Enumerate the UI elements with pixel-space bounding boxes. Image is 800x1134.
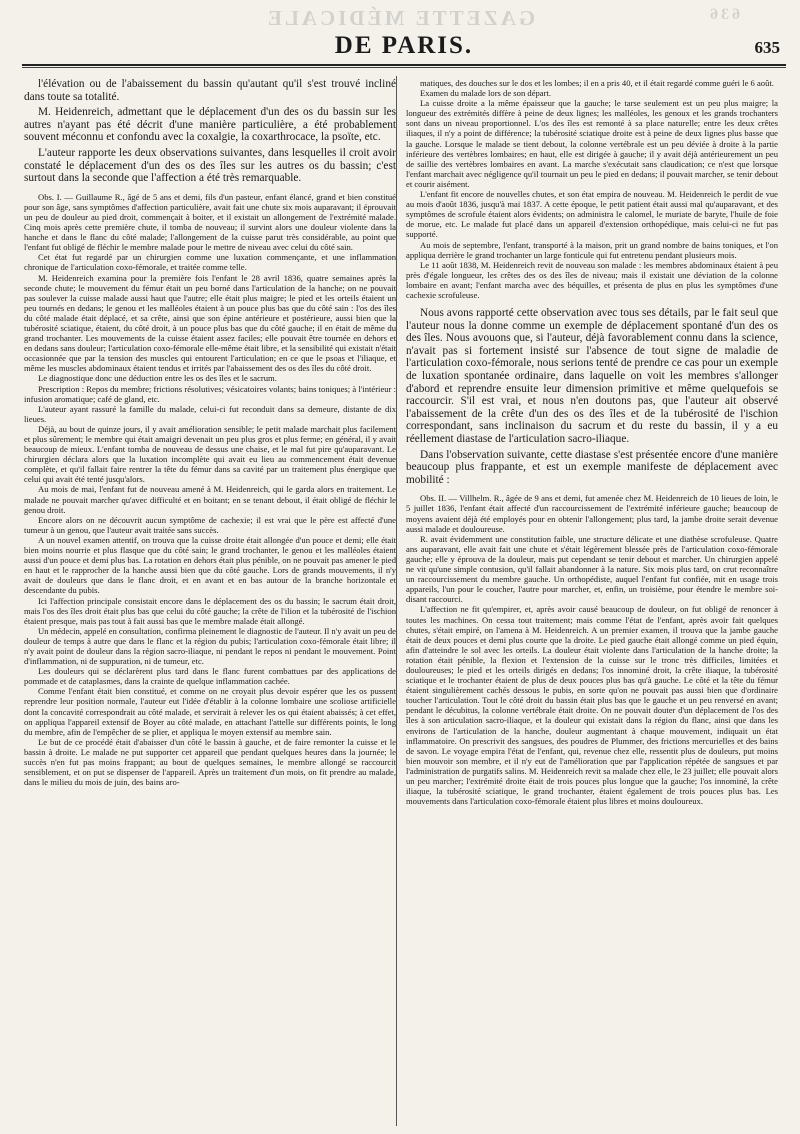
right-column xyxy=(406,78,778,1126)
paragraph: Obs. II. — Villhelm. R., âgée de 9 ans et demi, fut amenée chez M. Heidenreich de 10 lieues de loin, le 5 juillet 1836, l'enfant était affecté d'un raccourcissement de l'extrémité inférieure gauche; beaucoup de moyens avaient déjà été employés pour en obtenir l'allongement; plus tard, la jambe droite serait devenue aussi malade et douloureuse. xyxy=(406,493,778,534)
paragraph: Obs. I. — Guillaume R., âgé de 5 ans et demi, fils d'un pasteur, enfant élancé, grand et bien constitué pour son âge, sans symptômes d'affection particulière, avait fait une chute six mois auparavant; il éprouvait un peu de douleur au pied droit, commençait à boiter, et il existait un allongement de l'extrémité malade. Cinq mois après cette première chute, il tomba de nouveau; il survint alors une douleur violente dans la hanche et dans le flanc du côté malade; l'allongement de la cuisse parut très considérable, au point que l'enfant fut obligé de fléchir le membre malade pour le mettre de niveau avec celui du côté sain. xyxy=(24,191,396,253)
paragraph: Encore alors on ne découvrit aucun symptôme de cachexie; il est vrai que le père est affecté d'une tumeur à un genou, que l'auteur avait traitée sans succès. xyxy=(24,514,396,535)
column-divider xyxy=(396,76,397,1126)
paragraph: A un nouvel examen attentif, on trouva que la cuisse droite était allongée d'un pouce et demi; elle était bien moins nourrie et plus flasque que du côté sain; le grand trochanter, le genou et les malléoles étaient aussi d'un pouce et demi plus bas. La rotation en dehors était plus pénible, on ne pouvait pas amener le pied en haut et le rapprocher de la hanche aussi bien que du côté gauche. Lors de grands mouvements, il n'y avait de douleurs que dans le flanc droit, et en avant et en bas autour de la branche horizontale et descendante du pubis. xyxy=(24,534,396,596)
left-column xyxy=(24,78,396,1126)
header-rule-thin xyxy=(22,67,786,68)
paragraph: Examen du malade lors de son départ. xyxy=(420,88,552,99)
paragraph: Prescription : Repos du membre; frictions résolutives; vésicatoires volants; bains toniques; à l'intérieur : infusion aromatique; café de gland, etc. xyxy=(24,383,396,404)
paragraph: M. Heidenreich, admettant que le déplacement d'un des os du bassin sur les autres n'ayant pas été décrit d'une manière particulière, a été probablement souvent méconnu et confondu avec la coxalgie, la coxarthrocace, la psoïte, etc. xyxy=(24,106,396,144)
page-header xyxy=(22,28,786,68)
paragraph: Un médecin, appelé en consultation, confirma pleinement le diagnostic de l'auteur. Il n'y avait un peu de douleur de temps à autre que dans le flanc et la région du pubis; l'articulation coxo-fémorale était libre; il n'y avait point de douleur dans la région sacro-iliaque, ni pendant le repos ni pendant le mouvement. Point d'inflammation, ni de suppuration, ni de tumeur, etc. xyxy=(24,625,396,667)
paragraph: Le but de ce procédé était d'abaisser d'un côté le bassin à gauche, et de faire remonter la cuisse et le bassin à droite. Le malade ne put supporter cet appareil que pendant quelques heures dans la journée; le succès n'en fut pas moins frappant; au bout de quelques semaines, le membre allongé se raccourcit sensiblement, et on put se dispenser de l'appareil. Après un traitement d'un mois, on fit prendre au malade, dans le milieu du mois de juin, des bains aro- xyxy=(24,736,396,788)
bleed-page-number: 636 xyxy=(707,6,740,23)
paragraph: Au mois de septembre, l'enfant, transporté à la maison, prit un grand nombre de bains toniques, et l'on appliqua derrière le grand trochanter un large fonticule qui fut entretenu pendant plusieurs mois. xyxy=(406,239,778,260)
paragraph: R. avait évidemment une constitution faible, une structure délicate et une diathèse scrofuleuse. Quatre ans auparavant, elle avait fait une chute et s'était légèrement blessée près de l'articulation coxo-fémorale gauche; elle y éprouva de la douleur, mais put cependant se tenir debout et marcher. Un chirurgien appelé ne vit qu'une simple contusion, qu'il fallait abandonner à la nature. Six mois plus tard, on crut reconnaître un raccourcissement du membre gauche. Un orthopédiste, auquel l'enfant fut confiée, mit en usage trois appareils, l'un pour le coucher, l'autre pour marcher, et, enfin, un troisième, pour étendre le membre soi-disant raccourci. xyxy=(406,533,778,605)
paragraph: Comme l'enfant était bien constitué, et comme on ne croyait plus devoir espérer que les os pussent reprendre leur position normale, l'auteur eut l'idée d'établir à la colonne lombaire une scoliose artificielle dont la concavité correspondrait au côté malade, et servirait à relever les os qui étaient abaissés; à cet effet, on appliqua l'appareil extensif de Boyer au côté malade, en attachant l'attelle sur différents points, le long du membre, afin de l'empêcher de se plier, et appliqua le moyen extensif au membre sain. xyxy=(24,686,396,737)
paragraph: L'auteur ayant rassuré la famille du malade, celui-ci fut reconduit dans sa demeure, distante de dix lieues. xyxy=(24,403,396,424)
paragraph: Nous avons rapporté cette observation avec tous ses détails, par le fait seul que l'auteur nous la donne comme un exemple de déplacement spontané d'un des os des îles. Nous avouons que, si l'auteur, déjà favorablement connu dans la science, n'avait pas si fortement insisté sur l'absence de tout signe de maladie de l'articulation coxo-fémorale, nous serions tenté de prendre ce cas pour un exemple de luxation spontanée ordinaire, dans laquelle on voit les membres s'allonger d'abord et reprendre ensuite leur dimension primitive et même quelquefois se raccourcir. S'il est vrai, et nous n'en doutons pas, que l'auteur ait observé l'abaissement de la crête d'un des os des îles et de la tubérosité de l'ischion correspondant, sans inclinaison du sacrum et du reste du bassin, il y a eu réellement diastase de l'articulation sacro-iliaque. xyxy=(406,307,778,445)
page-number: 635 xyxy=(754,38,780,57)
paragraph: M. Heidenreich examina pour la première fois l'enfant le 28 avril 1836, quatre semaines après la seconde chute; le mouvement du fémur était un peu borné dans l'articulation de la hanche; on ne pouvait pas soulever la cuisse malade aussi haut que l'autre; elle était plus maigre; le pied et les orteils étaient un peu tournés en dedans; le genou et les malléoles étaient à un pouce plus bas que du côté sain : l'os des îles du côté malade était déplacé, et sa crête, ainsi que son épine antérieure et postérieure, aussi bien que la tubérosité sciatique, étaient, du côté droit, à un pouce plus bas que du côté gauche; il en était de même du grand trochanter. Les mouvements de la cuisse étaient assez faciles; elle pouvait être tournée en dehors et en dedans sans douleur; l'articulation coxo-fémorale elle-même était libre, et la sensibilité qui existait n'était occasionnée que par la tension des muscles qui entourent l'articulation; en ce que le psoas et l'iliaque, et même les muscles abdominaux étaient tendus et irrités par l'abaissement des os des îles du côté droit. xyxy=(24,272,396,374)
paragraph: Le 11 août 1838, M. Heidenreich revit de nouveau son malade : les membres abdominaux étaient à peu près d'égale longueur, les crêtes des os des îles de niveau; mais il existait une déviation de la colonne lombaire en avant; l'enfant marcha avec des béquilles, et présenta de plus en plus les symptômes d'une cachexie scrofuleuse. xyxy=(406,259,778,300)
paragraph: Ici l'affection principale consistait encore dans le déplacement des os du bassin; le sacrum était droit, mais l'os des îles droit était plus bas que celui du côté gauche; la crête de l'ilion et la tubérosité de l'ischion étaient presque, mais pas tout à fait aussi bas que le membre malade était allongé. xyxy=(24,595,396,626)
paragraph: matiques, des douches sur le dos et les lombes; il en a pris 40, et il était regardé comme guéri le 6 août. xyxy=(420,78,774,88)
bleed-title: GAZETTE MÉDICALE xyxy=(264,6,536,30)
header-rule xyxy=(22,64,786,66)
paragraph: Cet état fut regardé par un chirurgien comme une luxation commençante, et une inflammation chronique de l'articulation coxo-fémorale, et traitée comme telle. xyxy=(24,252,396,273)
paragraph: Dans l'observation suivante, cette diastase s'est présentée encore d'une manière beaucoup plus frappante, et est un exemple manifeste de déplacement avec mobilité : xyxy=(406,448,778,486)
paragraph: Déjà, au bout de quinze jours, il y avait amélioration sensible; le petit malade marchait plus facilement et plus sûrement; le membre qui était amaigri devenait un peu plus gros et plus ferme; en général, il y avait beaucoup de mieux. L'enfant tomba de nouveau de dessus une chaise, et le mal fut pire qu'auparavant. Le chirurgien déclara alors que la luxation incomplète qui avait eu lieu au commencement était devenue complète, et qu'il fallait faire rentrer la tête du fémur dans sa cavité par un traitement plus énergique que celui qui avait été tenté jusqu'alors. xyxy=(24,423,396,485)
paragraph: L'affection ne fit qu'empirer, et, après avoir causé beaucoup de douleur, on fut obligé de renoncer à toutes les machines. On cessa tout traitement; mais comme l'état de l'enfant, après avoir fait quelques chutes, s'était empiré, on l'amena à M. Heidenreich. A un premier examen, il trouva que la jambe gauche était de deux pouces et demi plus courte que la droite. Le pied gauche était allongé comme un pied équin, afin d'atteindre le sol avec les orteils. La douleur était violente dans l'articulation de la hanche droite; la rotation était pénible, la flexion et l'extension de la cuisse sur le tronc très difficiles, limitées et douloureuses; le pied et les orteils dirigés en dedans; l'os innominé droit, la crête iliaque, la tubérosité sciatique et le trochanter étaient de plus de deux pouces plus bas qu'à gauche. Le côté et la tête du fémur étaient singulièrement cachés dessous le pubis, en sorte qu'on ne pouvait pas aussi bien que d'ordinaire toucher l'articulation. Tout le côté droit du bassin était plus bas que le gauche et un peu renversé en avant; pendant le décubitus, la colonne vertébrale était droite. On ne pouvait douter d'un déplacement de l'os des îles à son articulation sacro-iliaque, et la douleur qui existait dans la région du flanc, ainsi que dans les environs de l'articulation de la hanche, douleur augmentant à chaque mouvement, indiquait un état inflammatoire. On prescrivit des sangsues, des poudres de Plummer, des frictions mercurielles et des bains de savon. Le voyage empira l'état de l'enfant, qui, revenue chez elle, ressentit plus de douleurs, put moins bien mouvoir son membre, et il n'y eut de l'amélioration que par l'application répétée de sangsues et par l'administration de purgatifs salins. M. Heidenreich revit sa malade chez elle, le 23 juillet; elle pouvait alors un peu marcher; l'extrémité droite était de trois pouces plus longue que la gauche; l'os innominé, la crête iliaque, la tubérosité sciatique, le grand trochanter, étaient également de trois pouces plus bas. Les mouvements dans l'articulation coxo-fémorale étaient plus libres et moins douloureux. xyxy=(406,604,778,807)
paragraph: L'enfant fit encore de nouvelles chutes, et son état empira de nouveau. M. Heidenreich le perdit de vue au mois d'août 1836, jusqu'à mai 1837. A cette époque, le petit patient était aussi mal qu'auparavant, et des symptômes de scrofule étaient alors évidents; on administra le calomel, le muriate de baryte, l'huile de foie de morue, etc. Le malade fut placé dans un appareil d'extension orthopédique, mais celui-ci ne fut pas supporté. xyxy=(406,189,778,240)
paragraph: Au mois de mai, l'enfant fut de nouveau amené à M. Heidenreich, qui le garda alors en traitement. Le malade ne pouvait marcher qu'avec difficulté et en boitant; en se tenant debout, il était obligé de fléchir le genou droit. xyxy=(24,484,396,515)
paragraph: Les douleurs qui se déclarèrent plus tard dans le flanc furent combattues par des applications de pommade et de cataplasmes, dans la crainte de quelque inflammation cachée. xyxy=(24,666,396,687)
journal-title: DE PARIS. xyxy=(334,32,474,59)
paragraph: La cuisse droite a la même épaisseur que la gauche; le tarse seulement est un peu plus maigre; la longueur des extrémités diffère à peine de deux lignes; les malléoles, les genoux et les grands trochanters sont dans un niveau proportionnel. L'os des îles est remonté à sa place naturelle; entre les deux crêtes iliaques, il n'y a point de différence; la tubérosité sciatique droite est à peine de deux lignes plus basse que la gauche. Lorsque le malade se tient debout, la colonne vertébrale est un peu déviée à droite à la partie inférieure des vertèbres lombaires; en haut, elle est dirigée à gauche; il y avait déjà antérieurement un peu de saillie des vertèbres lombaires en avant. La marche s'exécutait sans claudication; ce n'est que lorsque l'enfant marchait avec négligence qu'il tournait un peu le pied en dedans; il pouvait marcher, se tenir debout et courir aisément. xyxy=(406,98,778,189)
paragraph: Le diagnostique donc une déduction entre les os des îles et le sacrum. xyxy=(38,373,277,384)
paragraph: l'élévation ou de l'abaissement du bassin qu'autant qu'il s'est trouvé incliné dans toute sa totalité. xyxy=(24,78,396,103)
paragraph: L'auteur rapporte les deux observations suivantes, dans lesquelles il croit avoir constaté le déplacement d'un des os des îles sur les autres os du bassin; c'est surtout dans la seconde que l'affection a été très remarquable. xyxy=(24,146,396,185)
